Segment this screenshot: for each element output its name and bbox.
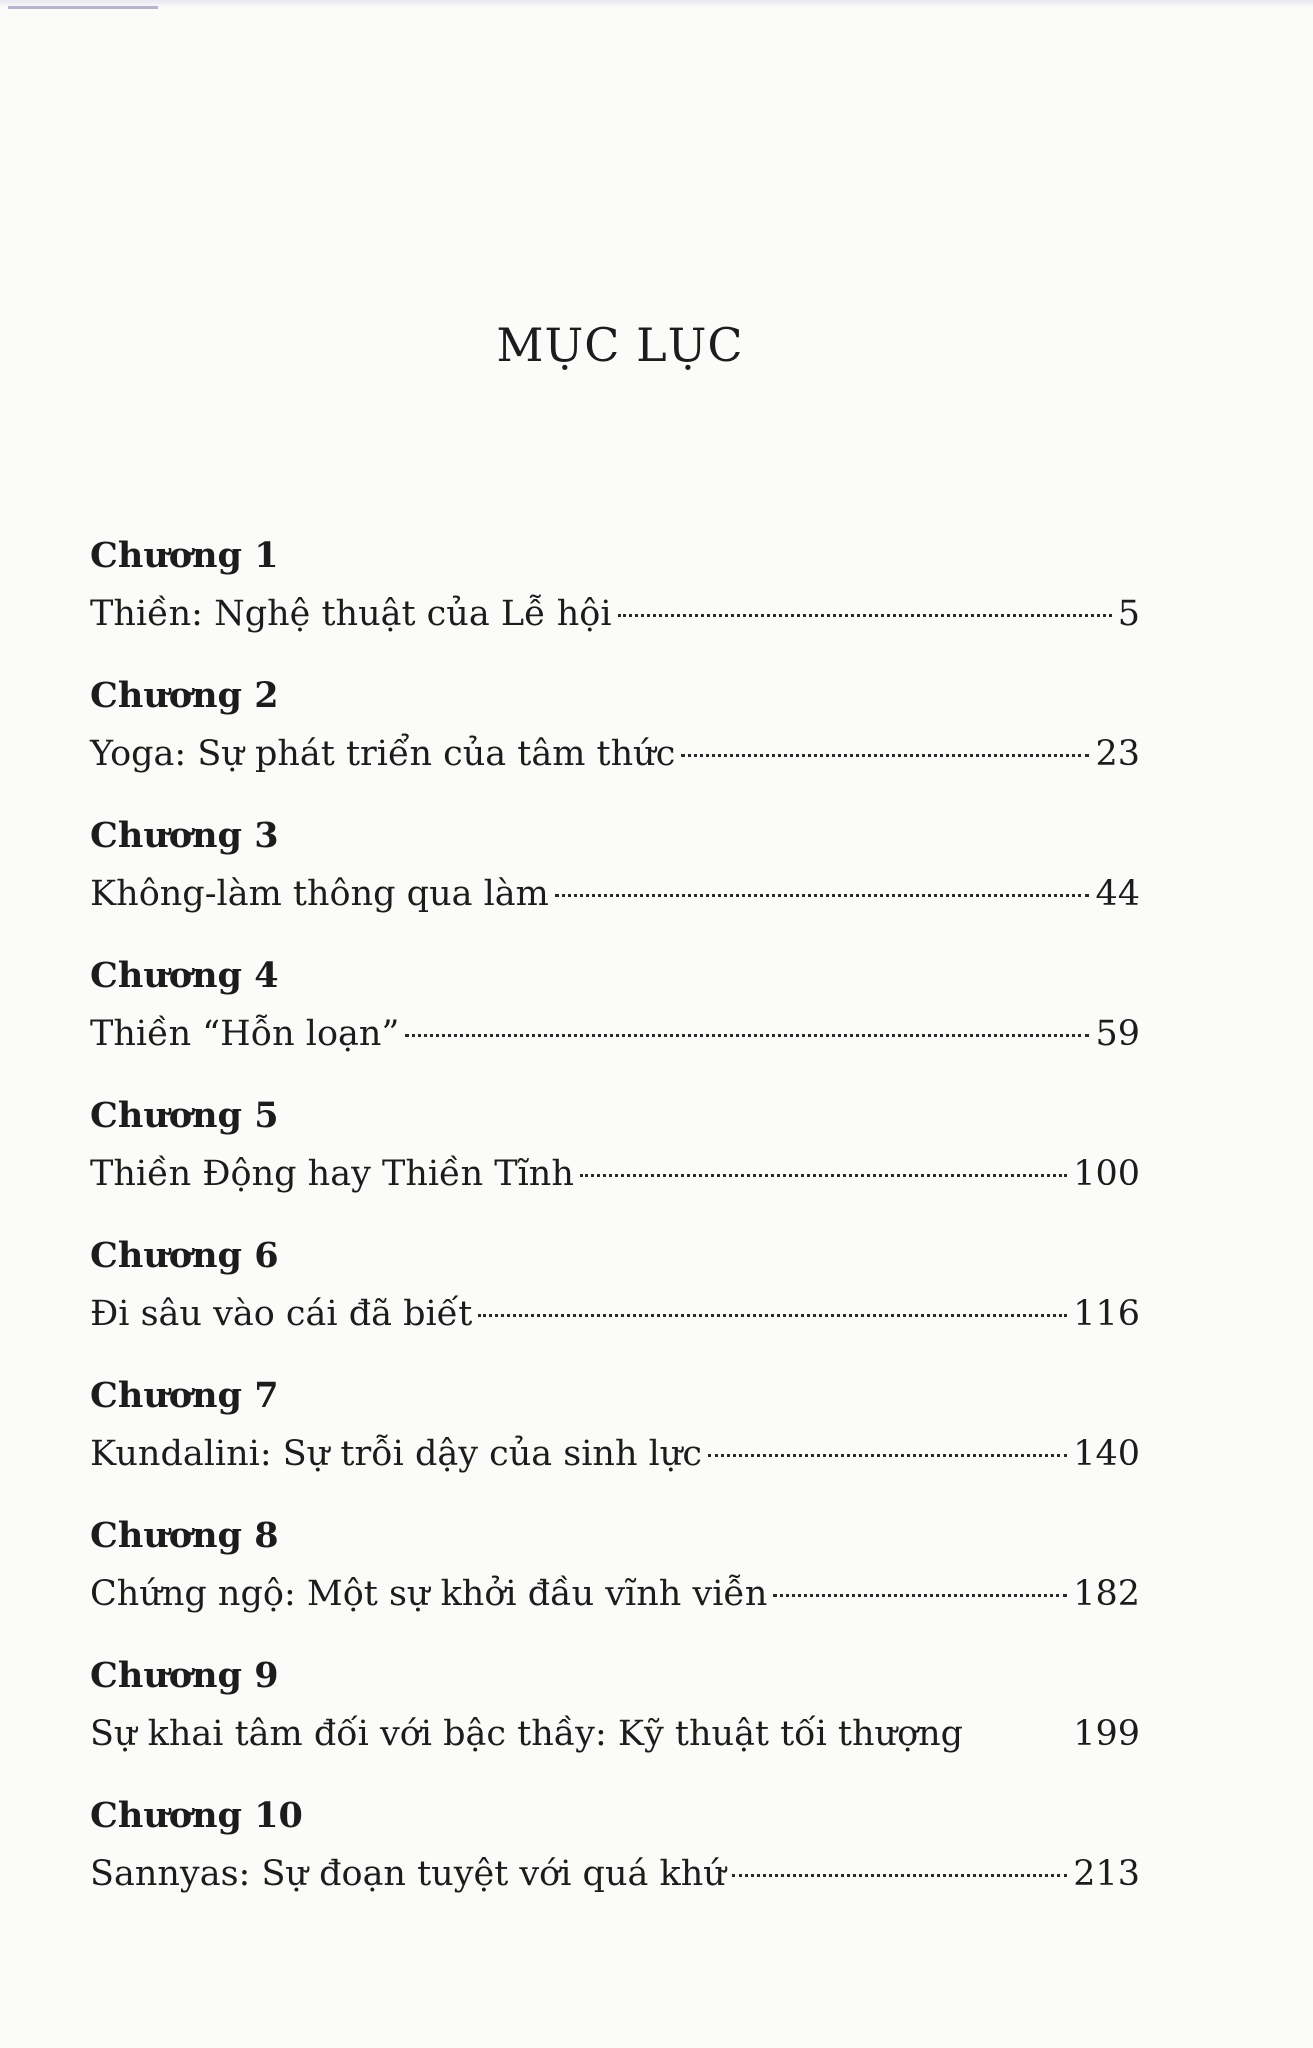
dot-leader bbox=[773, 1594, 1067, 1597]
dot-leader bbox=[580, 1174, 1067, 1177]
chapter-title: Yoga: Sự phát triển của tâm thức bbox=[90, 734, 676, 774]
table-of-contents bbox=[90, 530, 1140, 1930]
toc-line bbox=[90, 1288, 1140, 1340]
chapter-title: Thiền “Hỗn loạn” bbox=[90, 1014, 400, 1054]
page-number: 116 bbox=[1073, 1294, 1140, 1334]
toc-entry-2 bbox=[90, 670, 1140, 810]
toc-entry-8 bbox=[90, 1510, 1140, 1650]
toc-line bbox=[90, 1148, 1140, 1200]
chapter-label: Chương 9 bbox=[90, 1655, 279, 1696]
scan-mark bbox=[8, 6, 158, 9]
toc-line bbox=[90, 1708, 1140, 1760]
toc-entry-6 bbox=[90, 1230, 1140, 1370]
page-number: 59 bbox=[1095, 1014, 1140, 1054]
toc-entry-10 bbox=[90, 1790, 1140, 1930]
toc-entry-1 bbox=[90, 530, 1140, 670]
chapter-title: Không-làm thông qua làm bbox=[90, 874, 549, 914]
dot-leader bbox=[681, 754, 1089, 757]
chapter-label: Chương 10 bbox=[90, 1795, 303, 1836]
toc-entry-3 bbox=[90, 810, 1140, 950]
page-number: 182 bbox=[1073, 1574, 1140, 1614]
page-number: 199 bbox=[1073, 1714, 1140, 1754]
toc-entry-5 bbox=[90, 1090, 1140, 1230]
chapter-title: Thiền: Nghệ thuật của Lễ hội bbox=[90, 594, 612, 634]
page-number: 44 bbox=[1095, 874, 1140, 914]
dot-leader bbox=[405, 1034, 1089, 1037]
dot-leader bbox=[618, 614, 1112, 617]
page-number: 23 bbox=[1095, 734, 1140, 774]
page-number: 5 bbox=[1117, 594, 1140, 634]
dot-leader bbox=[732, 1874, 1067, 1877]
toc-line bbox=[90, 868, 1140, 920]
chapter-label: Chương 5 bbox=[90, 1095, 279, 1136]
toc-entry-9 bbox=[90, 1650, 1140, 1790]
chapter-title: Thiền Động hay Thiền Tĩnh bbox=[90, 1154, 574, 1194]
chapter-label: Chương 7 bbox=[90, 1375, 279, 1416]
toc-line bbox=[90, 1568, 1140, 1620]
chapter-title: Sự khai tâm đối với bậc thầy: Kỹ thuật tối thượng bbox=[90, 1714, 964, 1754]
dot-leader bbox=[555, 894, 1090, 897]
toc-entry-4 bbox=[90, 950, 1140, 1090]
chapter-title: Đi sâu vào cái đã biết bbox=[90, 1294, 473, 1334]
page-number: 100 bbox=[1073, 1154, 1140, 1194]
page-top-edge bbox=[0, 0, 1313, 8]
chapter-label: Chương 6 bbox=[90, 1235, 279, 1276]
toc-line bbox=[90, 1428, 1140, 1480]
toc-line bbox=[90, 728, 1140, 780]
page-number: 140 bbox=[1073, 1434, 1140, 1474]
toc-line bbox=[90, 1008, 1140, 1060]
chapter-label: Chương 4 bbox=[90, 955, 279, 996]
toc-entry-7 bbox=[90, 1370, 1140, 1510]
chapter-label: Chương 2 bbox=[90, 675, 279, 716]
chapter-label: Chương 3 bbox=[90, 815, 279, 856]
toc-line bbox=[90, 588, 1140, 640]
chapter-title: Sannyas: Sự đoạn tuyệt với quá khứ bbox=[90, 1854, 726, 1894]
chapter-title: Chứng ngộ: Một sự khởi đầu vĩnh viễn bbox=[90, 1574, 768, 1614]
chapter-label: Chương 1 bbox=[90, 535, 279, 576]
chapter-label: Chương 8 bbox=[90, 1515, 279, 1556]
page-title: MỤC LỤC bbox=[496, 318, 744, 372]
dot-leader bbox=[478, 1314, 1067, 1317]
toc-line bbox=[90, 1848, 1140, 1900]
chapter-title: Kundalini: Sự trỗi dậy của sinh lực bbox=[90, 1434, 702, 1474]
page-number: 213 bbox=[1073, 1854, 1140, 1894]
dot-leader bbox=[708, 1454, 1067, 1457]
